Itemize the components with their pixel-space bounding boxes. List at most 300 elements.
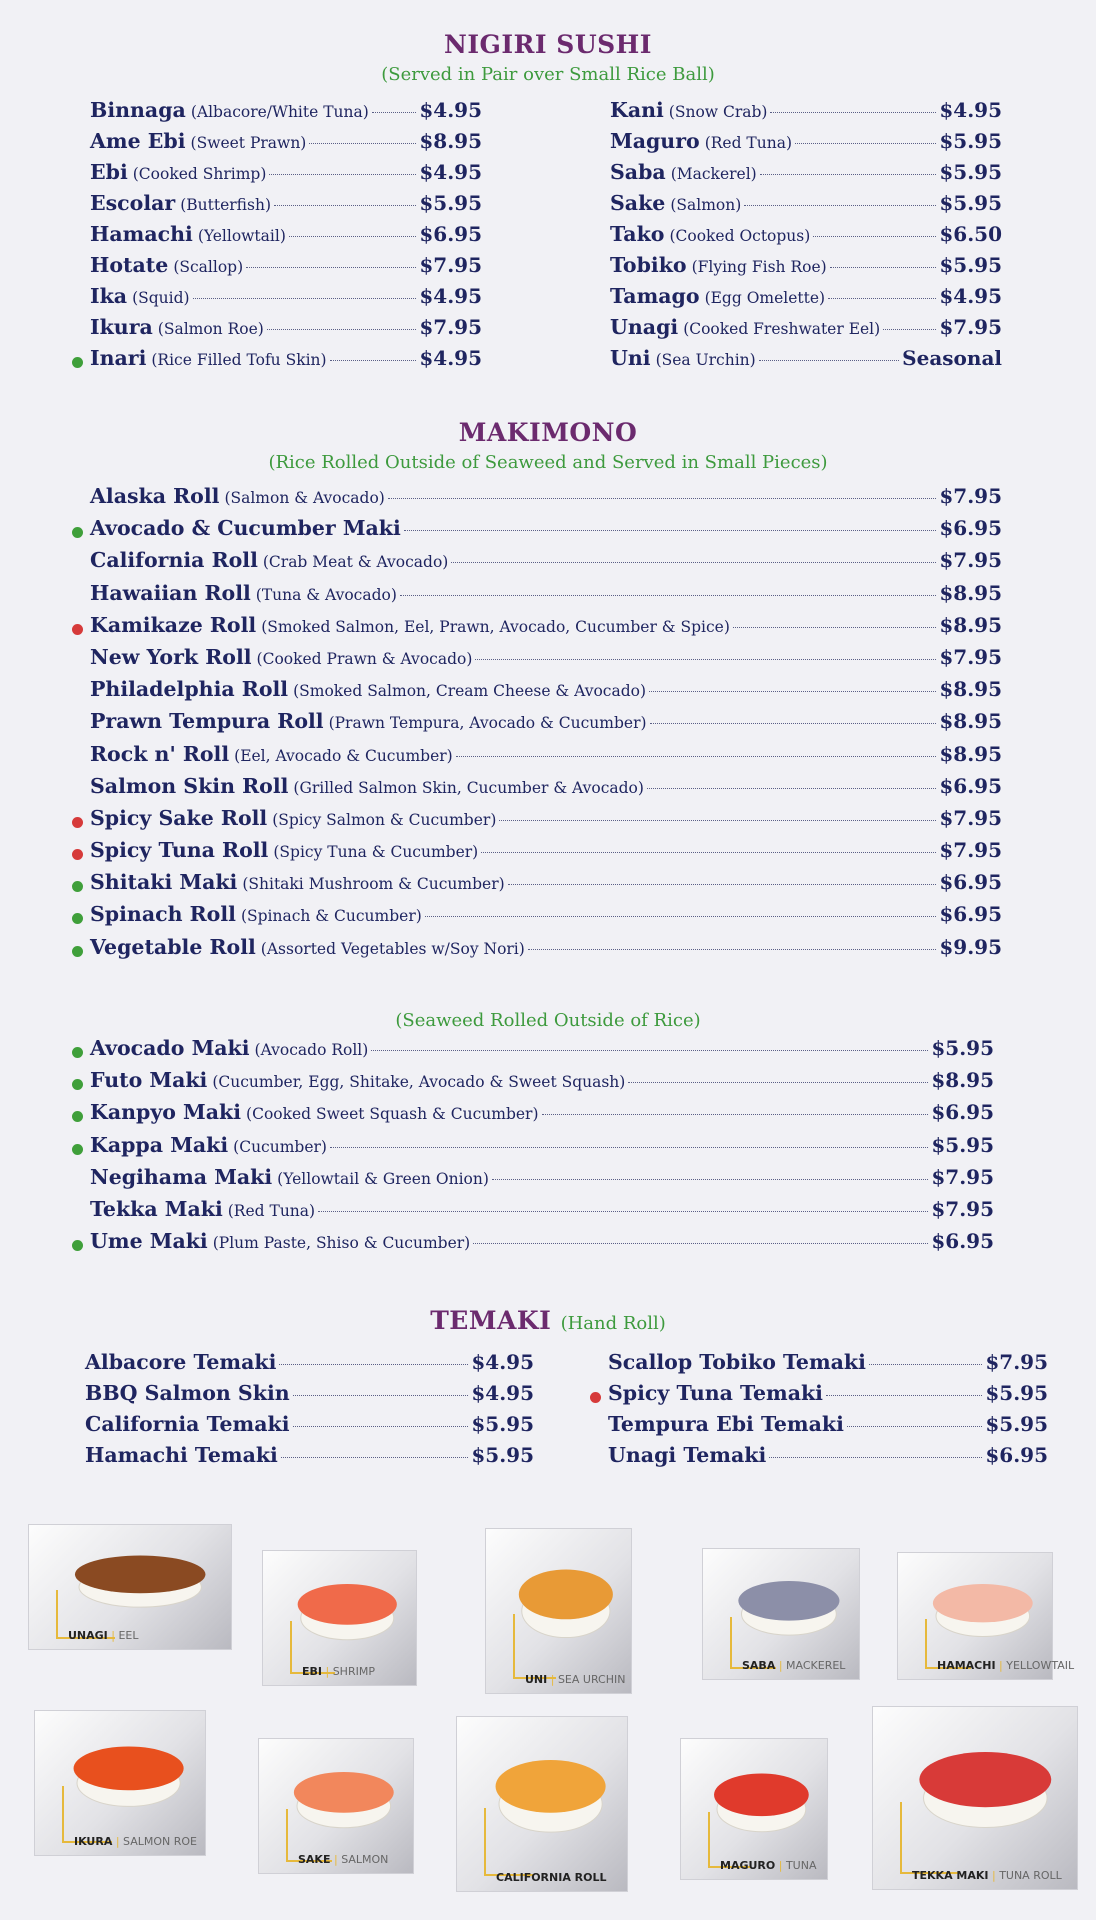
item-price: $8.95 (939, 612, 1002, 637)
item-name: Ame Ebi (90, 129, 186, 153)
item-description: (Cucumber, Egg, Shitake, Avocado & Sweet Squash) (212, 1073, 626, 1092)
item-price: $7.95 (931, 1196, 994, 1221)
dot-leader (883, 329, 936, 330)
photo-caption-english: SEA URCHIN (557, 1673, 626, 1686)
item-price: $6.95 (931, 1100, 994, 1125)
item-price: $4.95 (419, 98, 482, 122)
nigiri-title: NIGIRI SUSHI (444, 30, 652, 59)
dot-leader (628, 1082, 928, 1083)
item-description: (Avocado Roll) (254, 1041, 369, 1059)
menu-item-unagi-temaki (608, 1443, 1048, 1474)
photo-maguro (680, 1738, 828, 1880)
item-price: $6.95 (939, 870, 1002, 895)
item-name: Vegetable Roll (90, 934, 256, 959)
item-description: (Smoked Salmon, Eel, Prawn, Avocado, Cucumber & Spice) (261, 617, 730, 636)
item-name: California Temaki (85, 1412, 290, 1436)
item-price: $4.95 (939, 284, 1002, 308)
item-price: $7.95 (939, 484, 1002, 508)
menu-item-escolar (90, 191, 482, 222)
item-name: Avocado Maki (90, 1036, 250, 1060)
dot-leader (293, 1426, 469, 1427)
menu-item-avocado-maki (90, 1036, 994, 1068)
item-description: (Cooked Shrimp) (132, 165, 267, 183)
caption-separator: | (775, 1659, 787, 1672)
item-description: (Spicy Tuna & Cucumber) (273, 843, 479, 862)
item-price: $7.95 (939, 548, 1002, 573)
item-name: Albacore Temaki (85, 1350, 277, 1374)
item-description: (Shitaki Mushroom & Cucumber) (242, 875, 505, 894)
dot-leader (451, 562, 936, 563)
menu-item-kamikaze-roll (90, 613, 1002, 645)
item-price: $7.95 (939, 838, 1002, 863)
menu-item-ikura (90, 315, 482, 346)
item-price: $6.95 (419, 222, 482, 246)
photo-tekka-maki (872, 1706, 1078, 1890)
item-price: $7.95 (931, 1164, 994, 1189)
sushi-illustration-icon (485, 1528, 632, 1694)
photo-caption-english: TUNA ROLL (999, 1869, 1062, 1882)
item-description: (Cucumber) (233, 1137, 327, 1156)
temaki-title: TEMAKI (430, 1306, 552, 1335)
item-name: Spicy Tuna Temaki (608, 1381, 823, 1405)
dot-leader (281, 1457, 469, 1458)
caption-separator: | (995, 1659, 1007, 1672)
item-description: (Cooked Sweet Squash & Cucumber) (246, 1105, 539, 1124)
dot-leader (769, 1457, 982, 1458)
photo-caption-name: MAGURO (720, 1859, 776, 1872)
caption-separator: | (988, 1869, 1000, 1882)
item-description: (Egg Omelette) (704, 289, 826, 307)
spicy-dot-icon (72, 849, 83, 860)
photo-caption-english: EEL (118, 1629, 139, 1642)
item-name: Binnaga (90, 98, 186, 122)
item-name: Sake (610, 191, 666, 215)
dot-leader (492, 1179, 928, 1180)
menu-item-tamago (610, 284, 1002, 315)
item-price: $5.95 (939, 160, 1002, 184)
item-price: $4.95 (471, 1381, 534, 1405)
menu-item-bbq-salmon-skin (85, 1381, 534, 1412)
item-price: $7.95 (939, 315, 1002, 339)
item-price: $5.95 (419, 191, 482, 215)
menu-item-inari (90, 346, 482, 377)
item-price: $8.95 (939, 741, 1002, 766)
dot-leader (456, 756, 937, 757)
vegetarian-dot-icon (72, 357, 83, 368)
temaki-right-column (608, 1350, 1048, 1474)
callout-line (484, 1808, 534, 1877)
item-price: $4.95 (419, 284, 482, 308)
dot-leader (759, 360, 899, 361)
item-name: Tempura Ebi Temaki (608, 1412, 844, 1436)
menu-item-hamachi-temaki (85, 1443, 534, 1474)
sushi-illustration-icon (456, 1716, 628, 1892)
dot-leader (499, 820, 936, 821)
item-price: $8.95 (939, 580, 1002, 605)
photo-sake (258, 1738, 414, 1874)
dot-leader (404, 530, 937, 531)
item-name: Hamachi (90, 222, 193, 246)
dot-leader (269, 174, 416, 175)
item-price: $5.95 (931, 1132, 994, 1157)
dot-leader (760, 174, 937, 175)
item-name: Alaska Roll (90, 484, 220, 508)
item-price: $5.95 (471, 1443, 534, 1467)
item-name: California Roll (90, 548, 258, 573)
item-name: Kanpyo Maki (90, 1100, 242, 1125)
photo-caption-name: HAMACHI (937, 1659, 996, 1672)
makimono-subtitle: (Rice Rolled Outside of Seaweed and Served in Small Pieces) (268, 452, 828, 473)
makimono-title: MAKIMONO (458, 418, 638, 447)
menu-item-negihama-maki (90, 1165, 994, 1197)
vegetarian-dot-icon (72, 1144, 83, 1155)
menu-item-ume-maki (90, 1229, 994, 1261)
photo-caption-name: UNAGI (68, 1629, 108, 1642)
item-name: BBQ Salmon Skin (85, 1381, 290, 1405)
item-price: $8.95 (419, 129, 482, 153)
photo-caption-english: YELLOWTAIL (1006, 1659, 1075, 1672)
item-name: Ume Maki (90, 1229, 208, 1254)
item-name: Ikura (90, 315, 153, 339)
item-name: Philadelphia Roll (90, 677, 289, 702)
item-description: (Grilled Salmon Skin, Cucumber & Avocado) (293, 778, 644, 797)
dot-leader (267, 329, 417, 330)
item-price: $8.95 (931, 1068, 994, 1093)
photo-caption (496, 1871, 607, 1884)
menu-item-spicy-tuna-temaki (608, 1381, 1048, 1412)
vegetarian-dot-icon (72, 1111, 83, 1122)
menu-item-unagi (610, 315, 1002, 346)
dot-leader (193, 298, 417, 299)
photo-ikura (34, 1710, 206, 1856)
temaki-subtitle: (Hand Roll) (560, 1313, 666, 1334)
item-description: (Salmon) (670, 196, 742, 214)
item-description: (Spicy Salmon & Cucumber) (272, 810, 497, 829)
item-description: (Plum Paste, Shiso & Cucumber) (212, 1234, 471, 1253)
photo-caption-english: SALMON ROE (123, 1835, 198, 1848)
item-description: (Sea Urchin) (655, 351, 756, 369)
item-price: $6.95 (939, 773, 1002, 798)
menu-item-albacore-temaki (85, 1350, 534, 1381)
item-name: Inari (90, 346, 147, 370)
item-name: Salmon Skin Roll (90, 773, 289, 798)
menu-item-tekka-maki (90, 1197, 994, 1229)
item-price: $7.95 (939, 644, 1002, 669)
item-description: (Rice Filled Tofu Skin) (151, 351, 327, 369)
dot-leader (372, 112, 417, 113)
menu-item-sake (610, 191, 1002, 222)
dot-leader (279, 1364, 468, 1365)
menu-item-ame-ebi (90, 129, 482, 160)
item-name: Avocado & Cucumber Maki (90, 516, 401, 541)
dot-leader (425, 916, 937, 917)
photo-caption-name: IKURA (74, 1835, 113, 1848)
item-name: Hotate (90, 253, 169, 277)
item-description: (Albacore/White Tuna) (190, 103, 369, 121)
dot-leader (293, 1395, 469, 1396)
menu-item-saba (610, 160, 1002, 191)
dot-leader (826, 1395, 982, 1396)
item-description: (Butterfish) (180, 196, 271, 214)
item-description: (Squid) (132, 289, 190, 307)
photo-caption (720, 1859, 816, 1872)
item-name: Negihama Maki (90, 1164, 273, 1189)
dot-leader (733, 627, 936, 628)
item-description: (Tuna & Avocado) (255, 585, 397, 604)
dot-leader (330, 1147, 928, 1148)
photo-caption (742, 1659, 845, 1672)
item-description: (Red Tuna) (704, 134, 793, 152)
item-price: $5.95 (931, 1036, 994, 1060)
menu-item-new-york-roll (90, 645, 1002, 677)
photo-uni (485, 1528, 632, 1694)
item-price: $4.95 (939, 98, 1002, 122)
photo-caption (298, 1853, 388, 1866)
photo-caption-name: SAKE (298, 1853, 331, 1866)
dot-leader (847, 1426, 982, 1427)
dot-leader (650, 723, 937, 724)
item-price: $4.95 (419, 160, 482, 184)
photo-california-roll (456, 1716, 628, 1892)
item-price: $7.95 (939, 805, 1002, 830)
item-description: (Salmon Roe) (157, 320, 264, 338)
menu-item-ika (90, 284, 482, 315)
item-name: Spicy Tuna Roll (90, 838, 269, 863)
spicy-dot-icon (590, 1392, 601, 1403)
item-name: Maguro (610, 129, 700, 153)
dot-leader (813, 236, 936, 237)
dot-leader (400, 595, 936, 596)
item-name: Saba (610, 160, 666, 184)
photo-unagi (28, 1524, 232, 1650)
photo-caption (525, 1673, 625, 1686)
dot-leader (289, 236, 416, 237)
photo-caption-name: CALIFORNIA ROLL (496, 1871, 607, 1884)
menu-item-scallop-tobiko-temaki (608, 1350, 1048, 1381)
item-price: $5.95 (939, 253, 1002, 277)
item-price: $8.95 (939, 709, 1002, 734)
item-name: Shitaki Maki (90, 870, 238, 895)
item-name: Kamikaze Roll (90, 612, 257, 637)
item-name: Kani (610, 98, 664, 122)
menu-item-binnaga (90, 98, 482, 129)
item-price: $5.95 (985, 1412, 1048, 1436)
menu-item-ebi (90, 160, 482, 191)
item-description: (Yellowtail) (197, 227, 286, 245)
photo-ebi (262, 1550, 417, 1686)
item-name: Rock n' Roll (90, 741, 230, 766)
spicy-dot-icon (72, 624, 83, 635)
menu-item-avocado-cucumber-maki (90, 516, 1002, 548)
dot-leader (475, 659, 936, 660)
photo-caption-english: MACKEREL (786, 1659, 846, 1672)
dot-leader (649, 691, 936, 692)
vegetarian-dot-icon (72, 527, 83, 538)
menu-item-prawn-tempura-roll (90, 709, 1002, 741)
menu-item-spinach-roll (90, 902, 1002, 934)
dot-leader (508, 884, 937, 885)
photo-caption-english: SHRIMP (332, 1665, 375, 1678)
caption-separator: | (330, 1853, 342, 1866)
dot-leader (828, 298, 936, 299)
item-price: $4.95 (419, 346, 482, 370)
menu-item-hamachi (90, 222, 482, 253)
item-name: Ebi (90, 160, 128, 184)
item-description: (Prawn Tempura, Avocado & Cucumber) (328, 714, 647, 733)
item-price: $7.95 (985, 1350, 1048, 1374)
item-price: $9.95 (939, 934, 1002, 959)
menu-item-uni (610, 346, 1002, 377)
item-name: Scallop Tobiko Temaki (608, 1350, 866, 1374)
item-description: (Assorted Vegetables w/Soy Nori) (260, 939, 525, 958)
dot-leader (647, 788, 936, 789)
photo-caption (68, 1629, 139, 1642)
photo-caption (937, 1659, 1074, 1672)
menu-item-tobiko (610, 253, 1002, 284)
photo-caption-name: SABA (742, 1659, 776, 1672)
item-name: Futo Maki (90, 1068, 208, 1093)
item-name: Hamachi Temaki (85, 1443, 278, 1467)
dot-leader (309, 143, 416, 144)
item-description: (Cooked Octopus) (669, 227, 811, 245)
item-price: $5.95 (939, 191, 1002, 215)
menu-item-salmon-skin-roll (90, 774, 1002, 806)
item-price: $6.95 (939, 516, 1002, 541)
dot-leader (274, 205, 416, 206)
item-name: Ika (90, 284, 128, 308)
dot-leader (542, 1114, 929, 1115)
caption-separator: | (547, 1673, 558, 1686)
vegetarian-dot-icon (72, 946, 83, 957)
item-description: (Smoked Salmon, Cream Cheese & Avocado) (293, 682, 647, 701)
item-name: New York Roll (90, 644, 252, 669)
item-name: Tako (610, 222, 665, 246)
item-description: (Scallop) (173, 258, 244, 276)
vegetarian-dot-icon (72, 1047, 83, 1058)
photo-caption-name: EBI (302, 1665, 322, 1678)
item-name: Unagi (610, 315, 679, 339)
item-description: (Snow Crab) (668, 103, 768, 121)
menu-item-maguro (610, 129, 1002, 160)
menu-item-tako (610, 222, 1002, 253)
vegetarian-dot-icon (72, 881, 83, 892)
dot-leader (318, 1211, 928, 1212)
photo-caption (74, 1835, 197, 1848)
item-price: $7.95 (419, 315, 482, 339)
photo-saba (702, 1548, 860, 1680)
item-price: $6.95 (985, 1443, 1048, 1467)
menu-item-kanpyo-maki (90, 1100, 994, 1132)
item-description: (Mackerel) (670, 165, 757, 183)
dot-leader (481, 852, 936, 853)
item-description: (Red Tuna) (227, 1201, 316, 1220)
nigiri-subtitle: (Served in Pair over Small Rice Ball) (381, 64, 715, 85)
menu-item-philadelphia-roll (90, 677, 1002, 709)
item-price: $6.50 (939, 222, 1002, 246)
vegetarian-dot-icon (72, 1079, 83, 1090)
dot-leader (246, 267, 416, 268)
item-price: $7.95 (419, 253, 482, 277)
item-name: Prawn Tempura Roll (90, 709, 324, 734)
caption-separator: | (322, 1665, 333, 1678)
menu-item-rock-n-roll (90, 742, 1002, 774)
item-name: Kappa Maki (90, 1132, 229, 1157)
menu-item-hotate (90, 253, 482, 284)
item-price: $6.95 (939, 902, 1002, 927)
menu-item-spicy-sake-roll (90, 806, 1002, 838)
item-description: (Flying Fish Roe) (691, 258, 827, 276)
item-name: Hawaiian Roll (90, 580, 251, 605)
item-description: (Cooked Prawn & Avocado) (256, 649, 473, 668)
item-description: (Yellowtail & Green Onion) (277, 1169, 489, 1188)
dot-leader (330, 360, 417, 361)
dot-leader (744, 205, 936, 206)
dot-leader (528, 949, 937, 950)
item-name: Spicy Sake Roll (90, 805, 268, 830)
item-description: (Crab Meat & Avocado) (262, 553, 449, 572)
item-name: Escolar (90, 191, 176, 215)
item-name: Tamago (610, 284, 700, 308)
seaweed-subtitle: (Seaweed Rolled Outside of Rice) (395, 1010, 701, 1031)
item-name: Uni (610, 346, 651, 370)
menu-item-kani (610, 98, 1002, 129)
menu-item-kappa-maki (90, 1133, 994, 1165)
temaki-left-column (85, 1350, 534, 1474)
menu-item-california-roll (90, 548, 1002, 580)
caption-separator: | (112, 1835, 124, 1848)
dot-leader (371, 1050, 928, 1051)
callout-line (513, 1614, 556, 1679)
menu-item-futo-maki (90, 1068, 994, 1100)
item-price: $6.95 (931, 1229, 994, 1254)
item-price: $5.95 (471, 1412, 534, 1436)
item-description: (Eel, Avocado & Cucumber) (234, 746, 453, 765)
item-description: (Salmon & Avocado) (224, 489, 385, 507)
dot-leader (795, 143, 936, 144)
item-name: Tobiko (610, 253, 687, 277)
item-name: Unagi Temaki (608, 1443, 767, 1467)
dot-leader (770, 112, 936, 113)
item-price: Seasonal (902, 346, 1002, 370)
photo-caption-name: UNI (525, 1673, 548, 1686)
dot-leader (473, 1243, 928, 1244)
temaki-heading (0, 1306, 1096, 1335)
photo-caption-english: SALMON (341, 1853, 389, 1866)
menu-item-hawaiian-roll (90, 581, 1002, 613)
callout-line (900, 1802, 960, 1874)
item-price: $5.95 (939, 129, 1002, 153)
photo-caption-name: TEKKA MAKI (912, 1869, 989, 1882)
menu-item-tempura-ebi-temaki (608, 1412, 1048, 1443)
photo-caption-english: TUNA (785, 1859, 817, 1872)
menu-item-alaska-roll (90, 484, 1002, 516)
item-price: $8.95 (939, 677, 1002, 702)
item-price: $4.95 (471, 1350, 534, 1374)
dot-leader (830, 267, 937, 268)
item-description: (Sweet Prawn) (190, 134, 307, 152)
item-name: Spinach Roll (90, 902, 236, 927)
menu-item-spicy-tuna-roll (90, 838, 1002, 870)
item-description: (Spinach & Cucumber) (240, 907, 422, 926)
menu-item-vegetable-roll (90, 935, 1002, 967)
makimono-list (90, 484, 1002, 967)
photo-caption (302, 1665, 375, 1678)
nigiri-left-column (90, 98, 482, 377)
dot-leader (869, 1364, 982, 1365)
item-price: $5.95 (985, 1381, 1048, 1405)
menu-item-california-temaki (85, 1412, 534, 1443)
caption-separator: | (775, 1859, 786, 1872)
